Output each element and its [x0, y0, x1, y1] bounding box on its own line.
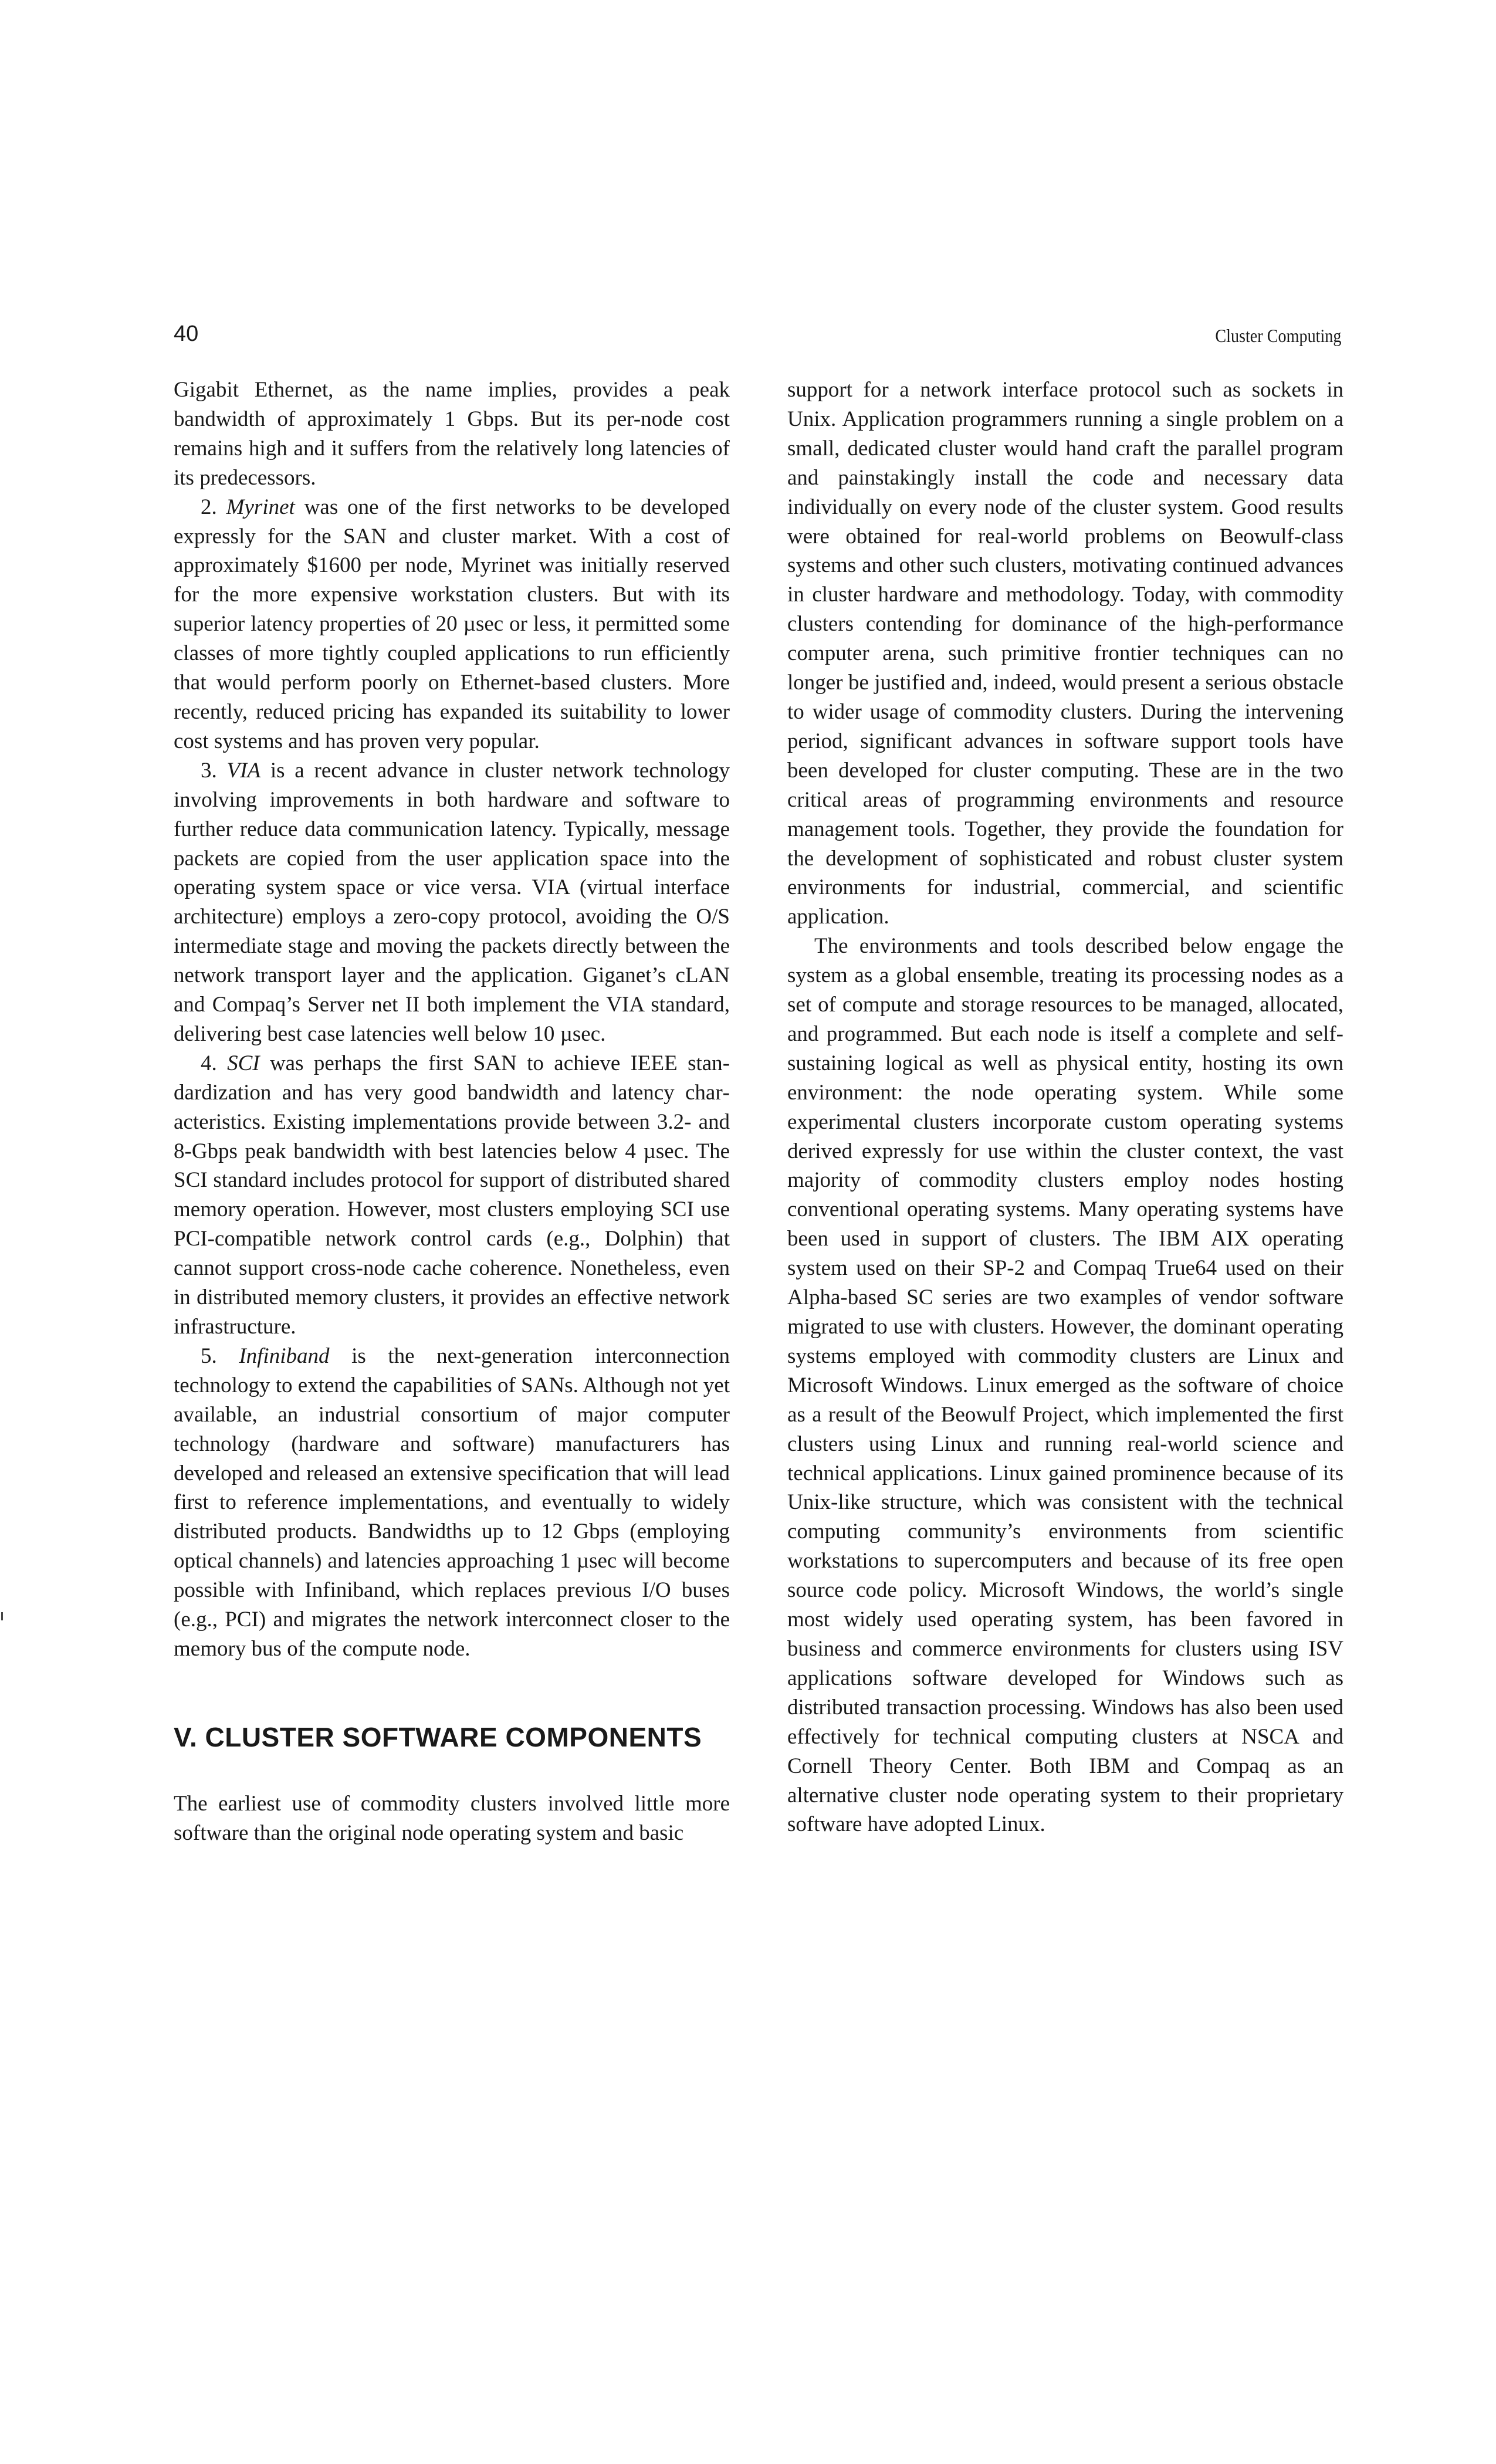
term-infiniband: Infiniband [239, 1343, 330, 1368]
list-number: 3. [201, 758, 227, 783]
paragraph-network-support: support for a network interface protocol such as sockets in Unix. Application programmers running a single problem on a small, dedicated cluster would hand craft the parallel program and painstakingly install the code and necessary data individually on every node of the cluster system. Good results were obtained for real-world problems on Beowulf-class systems and other such clusters, motivating continued advances in cluster hardware and methodology. Today, with commodity clusters contending for dominance of the high-performance computer arena, such primitive frontier techniques can no longer be justified and, indeed, would present a serious obstacle to wider usage of commodity clusters. During the intervening period, significant advances in software support tools have been developed for cluster computing. These are in the two critical areas of programming environments and resource management tools. Together, they provide the foundation for the development of sophisticated and robust cluster system environments for industrial, commercial, and scientific application. [787, 378, 1343, 929]
paragraph-earliest-use: The earliest use of commodity clusters involved little more software than the original node operating system and basic [174, 1791, 730, 1845]
term-via: VIA [226, 758, 261, 783]
paragraph-sci [174, 1049, 730, 1342]
paragraph-infiniband [174, 1342, 730, 1664]
paragraph-via [174, 756, 730, 1049]
paragraph-environments: The environments and tools described below engage the system as a global ensemble, treating its processing nodes as a set of compute and storage resources to be managed, allocated, and programmed. But each node is itself a complete and self-sustaining logical as well as physical entity, hosting its own environment: the node operating system. While some experimental clusters incorporate custom operating systems derived expressly for use within the cluster context, the vast majority of commodity clusters employ nodes hosting conventional operating systems. Many operating systems have been used in support of clusters. The IBM AIX operating system used on their SP-2 and Compaq True64 used on their Alpha-based SC series are two examples of vendor software migrated to use with clusters. However, the dominant operating systems employed with commodity clusters are Linux and Microsoft Windows. Linux emerged as the software of choice as a result of the Beowulf Project, which implemented the first clusters using Linux and running real-world science and technical applications. Linux gained prominence because of its Unix-like structure, which was consistent with the technical computing community’s environments from scientific workstations to supercomputers and because of its free open source code policy. Microsoft Windows, the world’s single most widely used operating system, has been favored in business and commerce environments for clusters using ISV applications software developed for Windows such as distributed transaction processing. Windows has also been used effectively for technical computing clusters at NSCA and Cornell Theory Center. Both IBM and Compaq as an alternative cluster node operating system to their proprietary software have adopted Linux. [787, 934, 1343, 1837]
margin-mark [1, 1612, 3, 1620]
paragraph-gigabit-ethernet: Gigabit Ethernet, as the name implies, provides a peak bandwidth of approximately 1 Gbps. But its per-node cost remains high and it suffers from the relatively long latencies of its predecessors. [174, 378, 730, 490]
list-number: 2. [201, 495, 226, 519]
list-number: 4. [201, 1051, 228, 1075]
left-column [174, 375, 730, 1848]
paragraph-body: is a recent advance in cluster network technology involving improvements in both hardware and software to further reduce data communication latency. Typically, message packets are copied from the user application space into the operating system space or vice versa. VIA (virtual interface architecture) employs a zero-copy protocol, avoiding the O/S intermediate stage and moving the packets directly between the network transport layer and the application. Giganet’s cLAN and Compaq’s Server net II both implement the VIA standard, delivering best case latencies well below 10 µsec. [174, 758, 730, 1046]
term-sci: SCI [227, 1051, 260, 1075]
paragraph-body: was perhaps the first SAN to achieve IEEE standardization and has very good bandwidth and latency characteristics. Existing implementations provide between 3.2- and 8-Gbps peak bandwidth with best latencies below 4 µsec. The SCI standard includes protocol for support of distributed shared memory operation. However, most clusters employing SCI use PCI-compatible network control cards (e.g., Dolphin) that cannot support cross-node cache coherence. Nonetheless, even in distributed memory clusters, it provides an effective network infrastructure. [174, 1051, 730, 1339]
running-title: Cluster Computing [1214, 325, 1341, 346]
paragraph-body: is the next-generation interconnection technology to extend the capabilities of SANs. Although not yet available, an industrial consortium of major computer technology (hardware and software) manufacturers has developed and released an extensive specification that will lead first to reference implementations, and eventually to widely distributed products. Bandwidths up to 12 Gbps (employing optical channels) and latencies approaching 1 µsec will become possible with Infiniband, which replaces previous I/O buses (e.g., PCI) and migrates the network interconnect closer to the memory bus of the compute node. [174, 1343, 730, 1661]
paragraph-body: was one of the first networks to be developed expressly for the SAN and cluster market. With a cost of approximately $1600 per node, Myrinet was initially reserved for the more expensive workstation clusters. But with its superior latency properties of 20 µsec or less, it permitted some classes of more tightly coupled applications to run efficiently that would perform poorly on Ethernet-based clusters. More recently, reduced pricing has expanded its suitability to lower cost systems and has proven very popular. [174, 495, 730, 753]
list-number: 5. [201, 1343, 239, 1368]
paragraph-myrinet [174, 493, 730, 756]
section-heading: V. CLUSTER SOFTWARE COMPONENTS [174, 1721, 702, 1752]
page-number: 40 [174, 321, 199, 346]
right-column [787, 375, 1343, 1839]
term-myrinet: Myrinet [226, 495, 295, 519]
